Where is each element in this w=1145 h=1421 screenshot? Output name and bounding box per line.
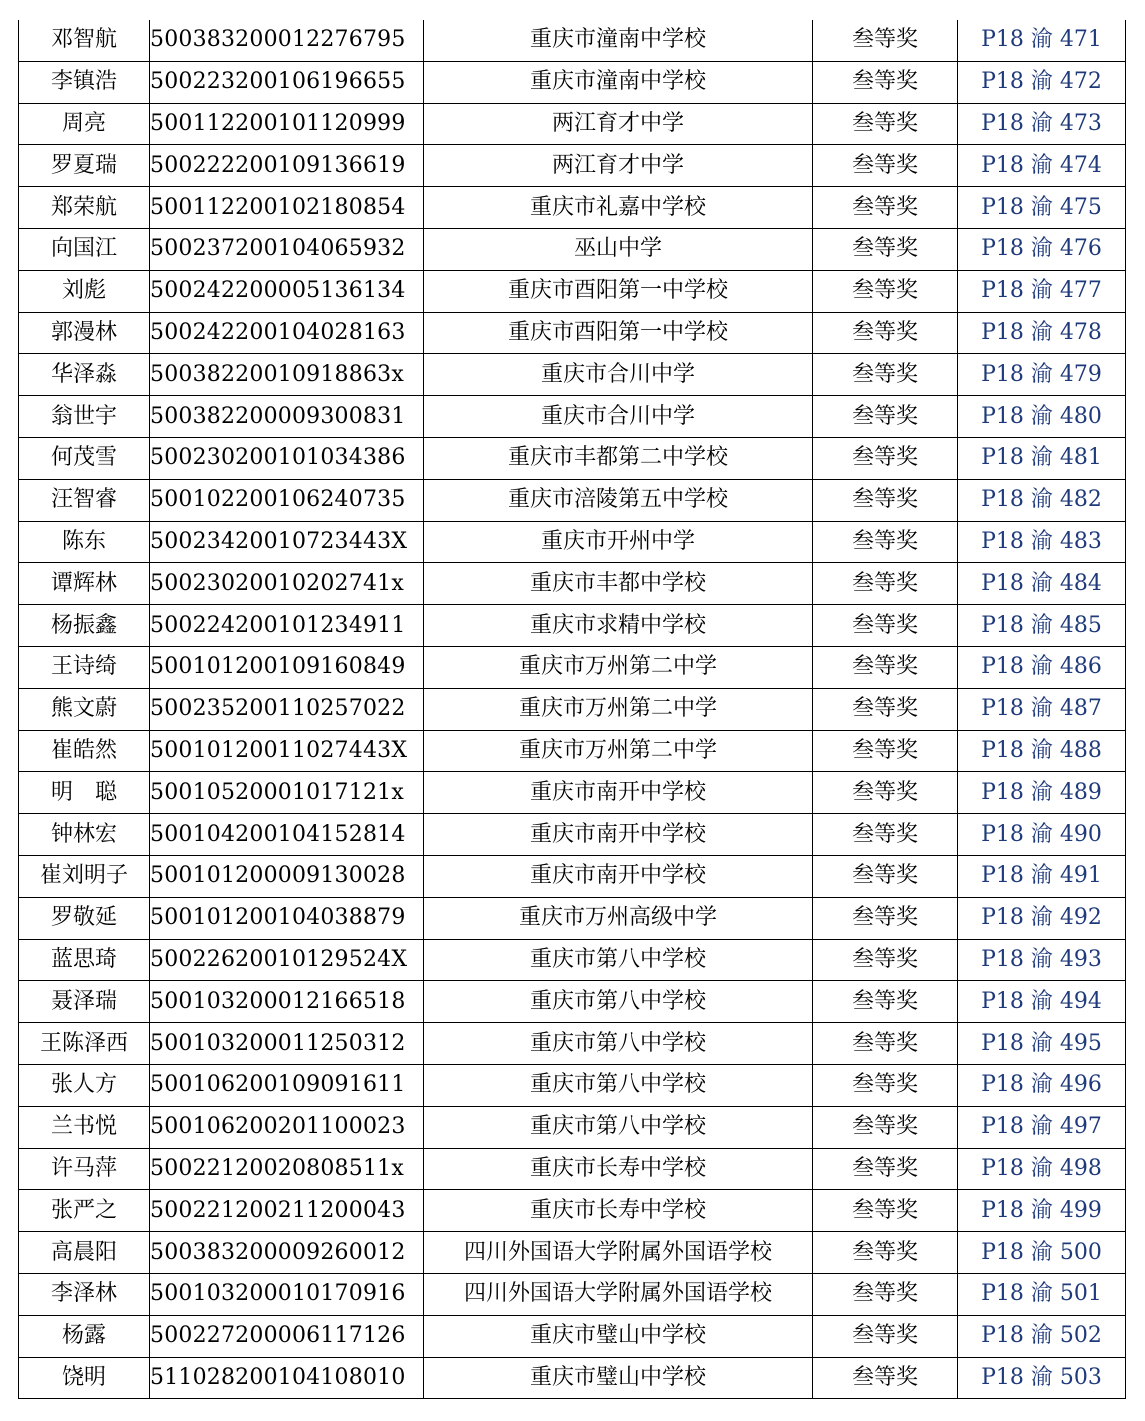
- table-row: [19, 437, 1126, 479]
- student-name-cell: 杨振鑫: [19, 605, 150, 647]
- id-number-cell: 500383200009260012: [150, 1232, 424, 1274]
- school-name-cell: 重庆市璧山中学校: [424, 1315, 813, 1357]
- award-level-cell: 叁等奖: [813, 187, 958, 229]
- student-name-cell: 明 聪: [19, 772, 150, 814]
- award-level-cell: 叁等奖: [813, 228, 958, 270]
- certificate-number-cell: P18 渝 491: [958, 855, 1126, 897]
- table-row: [19, 563, 1126, 605]
- certificate-number-cell: P18 渝 497: [958, 1106, 1126, 1148]
- id-number-cell: 50023020010202741x: [150, 563, 424, 605]
- student-name-cell: 郭漫林: [19, 312, 150, 354]
- award-table-body: [19, 20, 1126, 1399]
- student-name-cell: 崔刘明子: [19, 855, 150, 897]
- student-name-cell: 饶明: [19, 1357, 150, 1399]
- award-level-cell: 叁等奖: [813, 1106, 958, 1148]
- certificate-number-cell: P18 渝 494: [958, 981, 1126, 1023]
- award-level-cell: 叁等奖: [813, 1190, 958, 1232]
- id-number-cell: 500221200211200043: [150, 1190, 424, 1232]
- id-number-cell: 500383200012276795: [150, 20, 424, 61]
- school-name-cell: 重庆市潼南中学校: [424, 20, 813, 61]
- table-row: [19, 1148, 1126, 1190]
- school-name-cell: 四川外国语大学附属外国语学校: [424, 1232, 813, 1274]
- id-number-cell: 500101200104038879: [150, 897, 424, 939]
- table-row: [19, 354, 1126, 396]
- award-level-cell: 叁等奖: [813, 730, 958, 772]
- student-name-cell: 陈东: [19, 521, 150, 563]
- award-level-cell: 叁等奖: [813, 688, 958, 730]
- award-level-cell: 叁等奖: [813, 145, 958, 187]
- award-level-cell: 叁等奖: [813, 1148, 958, 1190]
- certificate-number-cell: P18 渝 482: [958, 479, 1126, 521]
- table-row: [19, 521, 1126, 563]
- certificate-number-cell: P18 渝 500: [958, 1232, 1126, 1274]
- table-row: [19, 61, 1126, 103]
- certificate-number-cell: P18 渝 475: [958, 187, 1126, 229]
- table-row: [19, 1273, 1126, 1315]
- student-name-cell: 何茂雪: [19, 437, 150, 479]
- award-level-cell: 叁等奖: [813, 1064, 958, 1106]
- certificate-number-cell: P18 渝 478: [958, 312, 1126, 354]
- id-number-cell: 500103200011250312: [150, 1023, 424, 1065]
- school-name-cell: 巫山中学: [424, 228, 813, 270]
- award-level-cell: 叁等奖: [813, 939, 958, 981]
- table-row: [19, 855, 1126, 897]
- certificate-number-cell: P18 渝 486: [958, 646, 1126, 688]
- award-list-sheet: [18, 20, 1125, 1399]
- award-level-cell: 叁等奖: [813, 981, 958, 1023]
- table-row: [19, 1315, 1126, 1357]
- certificate-number-cell: P18 渝 496: [958, 1064, 1126, 1106]
- student-name-cell: 蓝思琦: [19, 939, 150, 981]
- certificate-number-cell: P18 渝 474: [958, 145, 1126, 187]
- certificate-number-cell: P18 渝 479: [958, 354, 1126, 396]
- certificate-number-cell: P18 渝 492: [958, 897, 1126, 939]
- id-number-cell: 500222200109136619: [150, 145, 424, 187]
- student-name-cell: 汪智睿: [19, 479, 150, 521]
- school-name-cell: 重庆市南开中学校: [424, 772, 813, 814]
- student-name-cell: 杨露: [19, 1315, 150, 1357]
- id-number-cell: 500106200201100023: [150, 1106, 424, 1148]
- certificate-number-cell: P18 渝 489: [958, 772, 1126, 814]
- school-name-cell: 重庆市丰都中学校: [424, 563, 813, 605]
- table-row: [19, 312, 1126, 354]
- school-name-cell: 重庆市南开中学校: [424, 814, 813, 856]
- award-level-cell: 叁等奖: [813, 61, 958, 103]
- student-name-cell: 聂泽瑞: [19, 981, 150, 1023]
- student-name-cell: 翁世宇: [19, 396, 150, 438]
- id-number-cell: 500103200010170916: [150, 1273, 424, 1315]
- id-number-cell: 500112200102180854: [150, 187, 424, 229]
- certificate-number-cell: P18 渝 498: [958, 1148, 1126, 1190]
- student-name-cell: 谭辉林: [19, 563, 150, 605]
- award-level-cell: 叁等奖: [813, 855, 958, 897]
- student-name-cell: 王陈泽西: [19, 1023, 150, 1065]
- certificate-number-cell: P18 渝 484: [958, 563, 1126, 605]
- certificate-number-cell: P18 渝 487: [958, 688, 1126, 730]
- table-row: [19, 772, 1126, 814]
- school-name-cell: 重庆市合川中学: [424, 396, 813, 438]
- award-level-cell: 叁等奖: [813, 20, 958, 61]
- table-row: [19, 605, 1126, 647]
- table-row: [19, 270, 1126, 312]
- award-level-cell: 叁等奖: [813, 396, 958, 438]
- table-row: [19, 1023, 1126, 1065]
- certificate-number-cell: P18 渝 499: [958, 1190, 1126, 1232]
- id-number-cell: 500237200104065932: [150, 228, 424, 270]
- table-row: [19, 1064, 1126, 1106]
- award-level-cell: 叁等奖: [813, 103, 958, 145]
- id-number-cell: 500106200109091611: [150, 1064, 424, 1106]
- award-level-cell: 叁等奖: [813, 437, 958, 479]
- student-name-cell: 邓智航: [19, 20, 150, 61]
- student-name-cell: 许马萍: [19, 1148, 150, 1190]
- school-name-cell: 重庆市璧山中学校: [424, 1357, 813, 1399]
- school-name-cell: 重庆市开州中学: [424, 521, 813, 563]
- award-level-cell: 叁等奖: [813, 1273, 958, 1315]
- award-level-cell: 叁等奖: [813, 312, 958, 354]
- school-name-cell: 两江育才中学: [424, 145, 813, 187]
- id-number-cell: 50022120020808511x: [150, 1148, 424, 1190]
- certificate-number-cell: P18 渝 490: [958, 814, 1126, 856]
- table-row: [19, 1106, 1126, 1148]
- student-name-cell: 华泽淼: [19, 354, 150, 396]
- id-number-cell: 500242200005136134: [150, 270, 424, 312]
- school-name-cell: 重庆市万州第二中学: [424, 688, 813, 730]
- student-name-cell: 郑荣航: [19, 187, 150, 229]
- id-number-cell: 50010120011027443X: [150, 730, 424, 772]
- table-row: [19, 688, 1126, 730]
- certificate-number-cell: P18 渝 501: [958, 1273, 1126, 1315]
- id-number-cell: 50023420010723443X: [150, 521, 424, 563]
- award-level-cell: 叁等奖: [813, 1357, 958, 1399]
- certificate-number-cell: P18 渝 483: [958, 521, 1126, 563]
- id-number-cell: 500103200012166518: [150, 981, 424, 1023]
- certificate-number-cell: P18 渝 471: [958, 20, 1126, 61]
- student-name-cell: 王诗绮: [19, 646, 150, 688]
- school-name-cell: 重庆市礼嘉中学校: [424, 187, 813, 229]
- id-number-cell: 500224200101234911: [150, 605, 424, 647]
- id-number-cell: 500235200110257022: [150, 688, 424, 730]
- table-row: [19, 1357, 1126, 1399]
- id-number-cell: 50038220010918863x: [150, 354, 424, 396]
- table-row: [19, 396, 1126, 438]
- award-level-cell: 叁等奖: [813, 521, 958, 563]
- id-number-cell: 500242200104028163: [150, 312, 424, 354]
- table-row: [19, 187, 1126, 229]
- award-table: [18, 20, 1126, 1399]
- award-level-cell: 叁等奖: [813, 646, 958, 688]
- id-number-cell: 500102200106240735: [150, 479, 424, 521]
- table-row: [19, 228, 1126, 270]
- school-name-cell: 重庆市万州第二中学: [424, 730, 813, 772]
- school-name-cell: 重庆市求精中学校: [424, 605, 813, 647]
- id-number-cell: 500104200104152814: [150, 814, 424, 856]
- student-name-cell: 高晨阳: [19, 1232, 150, 1274]
- id-number-cell: 500382200009300831: [150, 396, 424, 438]
- school-name-cell: 重庆市南开中学校: [424, 855, 813, 897]
- certificate-number-cell: P18 渝 488: [958, 730, 1126, 772]
- table-row: [19, 897, 1126, 939]
- certificate-number-cell: P18 渝 503: [958, 1357, 1126, 1399]
- award-level-cell: 叁等奖: [813, 1023, 958, 1065]
- id-number-cell: 500223200106196655: [150, 61, 424, 103]
- award-level-cell: 叁等奖: [813, 479, 958, 521]
- school-name-cell: 重庆市合川中学: [424, 354, 813, 396]
- student-name-cell: 兰书悦: [19, 1106, 150, 1148]
- school-name-cell: 重庆市酉阳第一中学校: [424, 270, 813, 312]
- certificate-number-cell: P18 渝 480: [958, 396, 1126, 438]
- award-level-cell: 叁等奖: [813, 354, 958, 396]
- student-name-cell: 崔皓然: [19, 730, 150, 772]
- table-row: [19, 103, 1126, 145]
- award-level-cell: 叁等奖: [813, 1315, 958, 1357]
- student-name-cell: 罗夏瑞: [19, 145, 150, 187]
- certificate-number-cell: P18 渝 473: [958, 103, 1126, 145]
- school-name-cell: 重庆市涪陵第五中学校: [424, 479, 813, 521]
- certificate-number-cell: P18 渝 476: [958, 228, 1126, 270]
- table-row: [19, 981, 1126, 1023]
- table-row: [19, 646, 1126, 688]
- certificate-number-cell: P18 渝 472: [958, 61, 1126, 103]
- school-name-cell: 重庆市万州第二中学: [424, 646, 813, 688]
- school-name-cell: 重庆市第八中学校: [424, 1106, 813, 1148]
- id-number-cell: 500227200006117126: [150, 1315, 424, 1357]
- award-level-cell: 叁等奖: [813, 814, 958, 856]
- school-name-cell: 重庆市长寿中学校: [424, 1190, 813, 1232]
- id-number-cell: 500112200101120999: [150, 103, 424, 145]
- student-name-cell: 周亮: [19, 103, 150, 145]
- student-name-cell: 向国江: [19, 228, 150, 270]
- award-level-cell: 叁等奖: [813, 605, 958, 647]
- school-name-cell: 两江育才中学: [424, 103, 813, 145]
- certificate-number-cell: P18 渝 485: [958, 605, 1126, 647]
- school-name-cell: 重庆市潼南中学校: [424, 61, 813, 103]
- table-row: [19, 145, 1126, 187]
- award-level-cell: 叁等奖: [813, 772, 958, 814]
- school-name-cell: 重庆市第八中学校: [424, 1023, 813, 1065]
- student-name-cell: 张严之: [19, 1190, 150, 1232]
- table-row: [19, 1190, 1126, 1232]
- certificate-number-cell: P18 渝 477: [958, 270, 1126, 312]
- school-name-cell: 重庆市第八中学校: [424, 1064, 813, 1106]
- certificate-number-cell: P18 渝 495: [958, 1023, 1126, 1065]
- award-level-cell: 叁等奖: [813, 1232, 958, 1274]
- certificate-number-cell: P18 渝 481: [958, 437, 1126, 479]
- certificate-number-cell: P18 渝 502: [958, 1315, 1126, 1357]
- table-row: [19, 814, 1126, 856]
- student-name-cell: 罗敬延: [19, 897, 150, 939]
- school-name-cell: 重庆市第八中学校: [424, 939, 813, 981]
- school-name-cell: 重庆市万州高级中学: [424, 897, 813, 939]
- student-name-cell: 熊文蔚: [19, 688, 150, 730]
- table-row: [19, 1232, 1126, 1274]
- table-row: [19, 730, 1126, 772]
- student-name-cell: 钟林宏: [19, 814, 150, 856]
- table-row: [19, 939, 1126, 981]
- id-number-cell: 500230200101034386: [150, 437, 424, 479]
- id-number-cell: 500101200009130028: [150, 855, 424, 897]
- id-number-cell: 50010520001017121x: [150, 772, 424, 814]
- table-row: [19, 20, 1126, 61]
- id-number-cell: 50022620010129524X: [150, 939, 424, 981]
- certificate-number-cell: P18 渝 493: [958, 939, 1126, 981]
- table-row: [19, 479, 1126, 521]
- school-name-cell: 重庆市丰都第二中学校: [424, 437, 813, 479]
- student-name-cell: 李泽林: [19, 1273, 150, 1315]
- award-level-cell: 叁等奖: [813, 270, 958, 312]
- school-name-cell: 重庆市酉阳第一中学校: [424, 312, 813, 354]
- student-name-cell: 刘彪: [19, 270, 150, 312]
- student-name-cell: 李镇浩: [19, 61, 150, 103]
- award-level-cell: 叁等奖: [813, 897, 958, 939]
- id-number-cell: 511028200104108010: [150, 1357, 424, 1399]
- award-level-cell: 叁等奖: [813, 563, 958, 605]
- id-number-cell: 500101200109160849: [150, 646, 424, 688]
- school-name-cell: 重庆市第八中学校: [424, 981, 813, 1023]
- student-name-cell: 张人方: [19, 1064, 150, 1106]
- school-name-cell: 重庆市长寿中学校: [424, 1148, 813, 1190]
- school-name-cell: 四川外国语大学附属外国语学校: [424, 1273, 813, 1315]
